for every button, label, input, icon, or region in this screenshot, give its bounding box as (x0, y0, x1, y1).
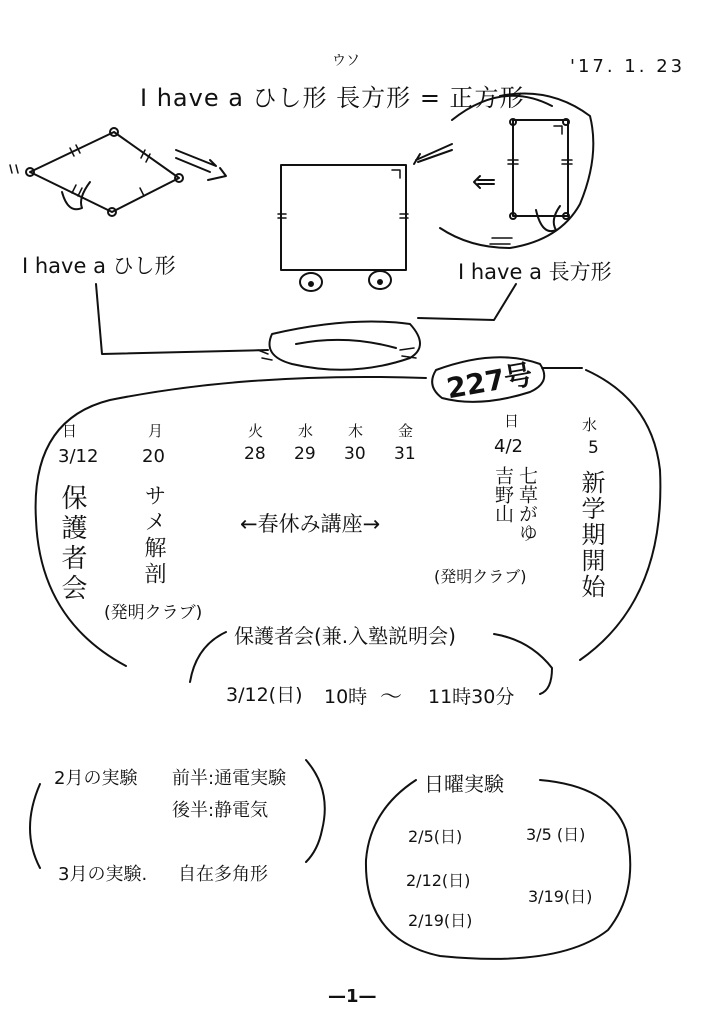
leader-line-right (418, 284, 516, 320)
weekday-0: 日 (62, 422, 78, 440)
event-0: 保護者会 (57, 484, 87, 604)
sunday-date-2: 2/12(日) (406, 871, 471, 890)
arrow-right-icon (176, 150, 226, 180)
weekday-6: 日 (504, 412, 520, 430)
sunday-title: 日曜実験 (424, 772, 504, 796)
spring-course: ←春休み講座→ (240, 512, 381, 536)
feb-first-half: 前半:通電実験 (172, 768, 287, 789)
event-1: サメ解剖 (141, 484, 166, 588)
feb-experiment-label: 2月の実験 (54, 768, 138, 789)
date-0: 3/12 (58, 446, 99, 467)
weekday-5: 金 (398, 422, 414, 440)
weekday-3: 水 (298, 422, 314, 440)
weekday-2: 火 (248, 422, 264, 440)
square-figure (278, 165, 408, 291)
note-6: (発明クラブ) (434, 567, 527, 586)
event-6b: 吉野山 (492, 466, 514, 523)
weekday-4: 木 (348, 422, 364, 440)
ruby-note: ウソ (332, 53, 360, 69)
event-6: 七草がゆ (516, 466, 538, 542)
date-6: 4/2 (494, 436, 523, 457)
sunday-date-3: 2/19(日) (408, 911, 473, 930)
event-7: 新学期開始 (577, 470, 605, 600)
meeting-time-start: 10時 (324, 686, 368, 708)
meeting-tilde: 〜 (380, 685, 403, 710)
mar-experiment-label: 3月の実験. (58, 864, 148, 885)
date-5: 31 (394, 444, 416, 464)
date-stamp: '17. 1. 23 (570, 56, 686, 77)
date-1: 20 (142, 446, 165, 467)
issue-number: 227号 (444, 357, 535, 406)
date-4: 30 (344, 444, 366, 464)
meeting-date: 3/12(日) (226, 684, 303, 706)
meeting-title: 保護者会(兼.入塾説明会) (234, 624, 456, 648)
label-rhombus: I have a ひし形 (22, 254, 176, 278)
note-1: (発明クラブ) (104, 603, 203, 623)
page-number: —1— (328, 986, 377, 1007)
weekday-1: 月 (148, 422, 164, 440)
rhombus-figure (10, 128, 183, 216)
sunday-date-5: 3/19(日) (528, 887, 593, 906)
arrow-left-icon (414, 144, 494, 188)
sunday-date-1: 2/5(日) (408, 827, 463, 846)
date-3: 29 (294, 444, 316, 464)
sunday-date-4: 3/5 (日) (526, 825, 586, 844)
date-7: 5 (588, 438, 599, 458)
mouth-figure (258, 322, 420, 370)
rectangle-figure (440, 94, 593, 249)
mar-experiment-topic: 自在多角形 (178, 864, 268, 885)
label-rectangle: I have a 長方形 (458, 260, 612, 284)
leader-line-left (96, 284, 268, 354)
date-2: 28 (244, 444, 266, 464)
page-title: I have a ひし形 長方形 = 正方形 (140, 84, 525, 112)
meeting-time-end: 11時30分 (428, 686, 515, 708)
feb-second-half: 後半:静電気 (172, 800, 269, 821)
weekday-7: 水 (582, 416, 598, 434)
